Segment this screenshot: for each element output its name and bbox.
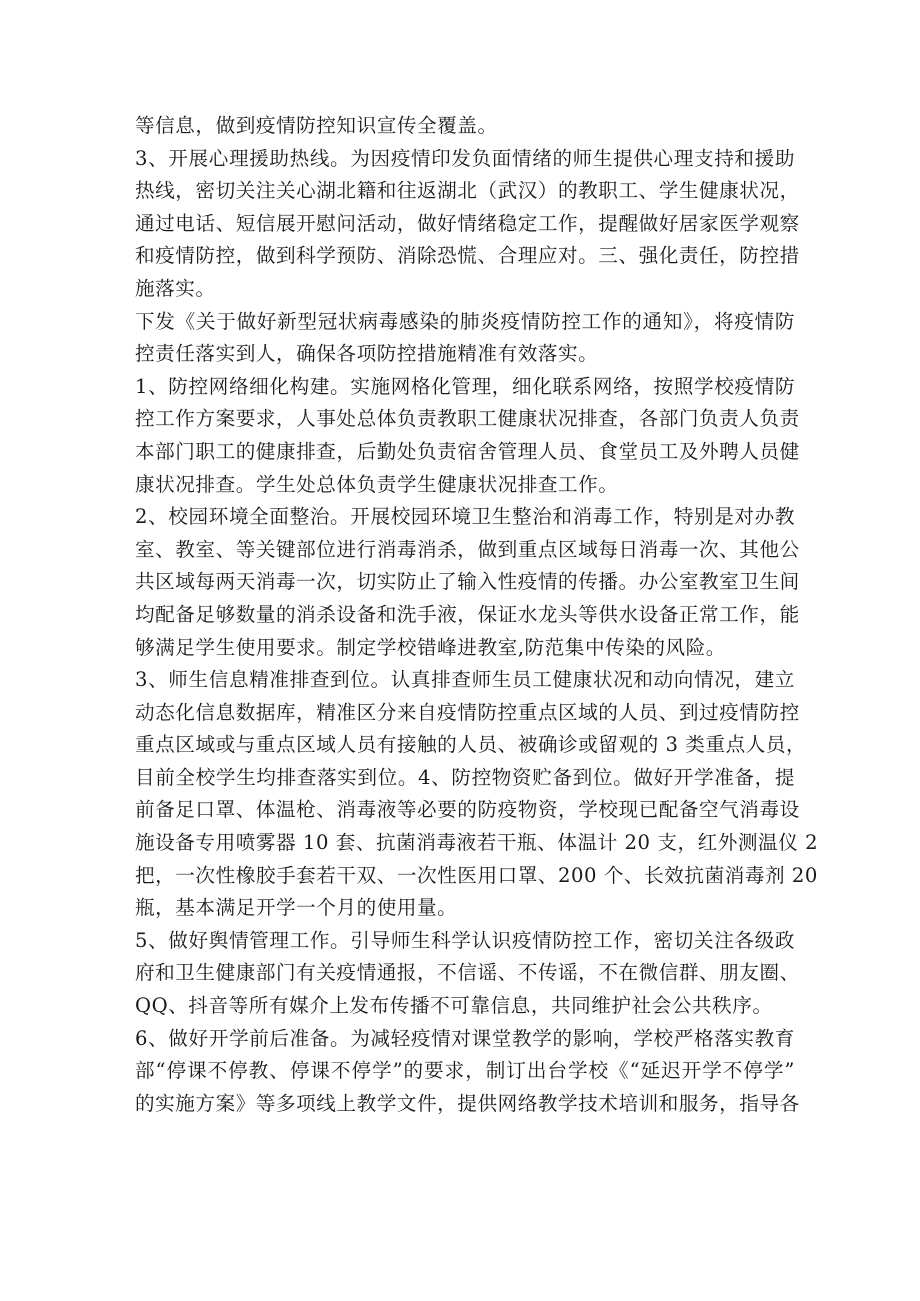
text-line: 府和卫生健康部门有关疫情通报，不信谣、不传谣，不在微信群、朋友圈、 xyxy=(135,961,800,985)
text-line: 室、教室、等关键部位进行消毒消杀，做到重点区域每日消毒一次、其他公 xyxy=(135,537,800,561)
text-line: 等信息，做到疫情防控知识宣传全覆盖。 xyxy=(135,114,498,137)
document-body xyxy=(135,110,819,1120)
paragraph xyxy=(135,1023,800,1121)
text-line: 和疫情防控，做到科学预防、消除恐慌、合理应对。三、强化责任，防控措 xyxy=(135,244,800,268)
text-line: 康状况排查。学生处总体负责学生健康状况排查工作。 xyxy=(135,472,619,496)
text-line: 热线，密切关注关心湖北籍和往返湖北（武汉）的教职工、学生健康状况， xyxy=(135,179,800,203)
text-line: 3、开展心理援助热线。为因疫情印发负面情绪的师生提供心理支持和援助 xyxy=(135,146,795,170)
text-line: 本部门职工的健康排查，后勤处负责宿舍管理人员、食堂员工及外聘人员健 xyxy=(135,439,800,463)
text-line: 目前全校学生均排查落实到位。4、防控物资贮备到位。做好开学准备，提 xyxy=(135,765,795,789)
text-line: 下发《关于做好新型冠状病毒感染的肺炎疫情防控工作的通知》，将疫情防 xyxy=(135,309,795,333)
paragraph xyxy=(135,664,819,925)
text-line: 瓶，基本满足开学一个月的使用量。 xyxy=(135,896,458,920)
paragraph xyxy=(135,501,800,664)
text-line: 3、师生信息精准排查到位。认真排查师生员工健康状况和动向情况，建立 xyxy=(135,668,795,692)
text-line: 控工作方案要求，人事处总体负责教职工健康状况排查，各部门负责人负责 xyxy=(135,407,800,431)
paragraph xyxy=(135,110,795,143)
text-line: 前备足口罩、体温枪、消毒液等必要的防疫物资，学校现已配备空气消毒设 xyxy=(135,798,800,822)
text-line: 2、校园环境全面整治。开展校园环境卫生整治和消毒工作，特别是对办教 xyxy=(135,505,795,529)
text-line: QQ、抖音等所有媒介上发布传播不可靠信息，共同维护社会公共秩序。 xyxy=(135,994,773,1018)
text-line: 把，一次性橡胶手套若干双、一次性医用口罩、200 个、长效抗菌消毒剂 20 xyxy=(135,863,818,887)
text-line: 施设备专用喷雾器 10 套、抗菌消毒液若干瓶、体温计 20 支，红外测温仪 2 xyxy=(135,831,819,855)
text-line: 控责任落实到人，确保各项防控措施精准有效落实。 xyxy=(135,342,599,366)
paragraph xyxy=(135,306,795,371)
text-line: 5、做好舆情管理工作。引导师生科学认识疫情防控工作，密切关注各级政 xyxy=(135,928,795,952)
text-line: 部“停课不停教、停课不停学”的要求，制订出台学校《“延迟开学不停学” xyxy=(135,1059,795,1083)
paragraph xyxy=(135,925,800,1023)
text-line: 均配备足够数量的消杀设备和洗手液，保证水龙头等供水设备正常工作，能 xyxy=(135,602,800,626)
text-line: 动态化信息数据库，精准区分来自疫情防控重点区域的人员、到过疫情防控 xyxy=(135,700,800,724)
text-line: 6、做好开学前后准备。为减轻疫情对课堂教学的影响，学校严格落实教育 xyxy=(135,1026,795,1050)
text-line: 重点区域或与重点区域人员有接触的人员、被确诊或留观的 3 类重点人员， xyxy=(135,733,807,757)
paragraph xyxy=(135,371,800,501)
text-line: 1、防控网络细化构建。实施网格化管理，细化联系网络，按照学校疫情防 xyxy=(135,374,795,398)
paragraph xyxy=(135,143,800,306)
text-line: 通过电话、短信展开慰问活动，做好情绪稳定工作，提醒做好居家医学观察 xyxy=(135,211,800,235)
text-line: 共区域每两天消毒一次，切实防止了输入性疫情的传播。办公室教室卫生间 xyxy=(135,570,800,594)
text-line: 施落实。 xyxy=(135,276,216,300)
text-line: 的实施方案》等多项线上教学文件，提供网络教学技术培训和服务，指导各 xyxy=(135,1091,800,1115)
text-line: 够满足学生使用要求。制定学校错峰进教室,防范集中传染的风险。 xyxy=(135,635,726,659)
